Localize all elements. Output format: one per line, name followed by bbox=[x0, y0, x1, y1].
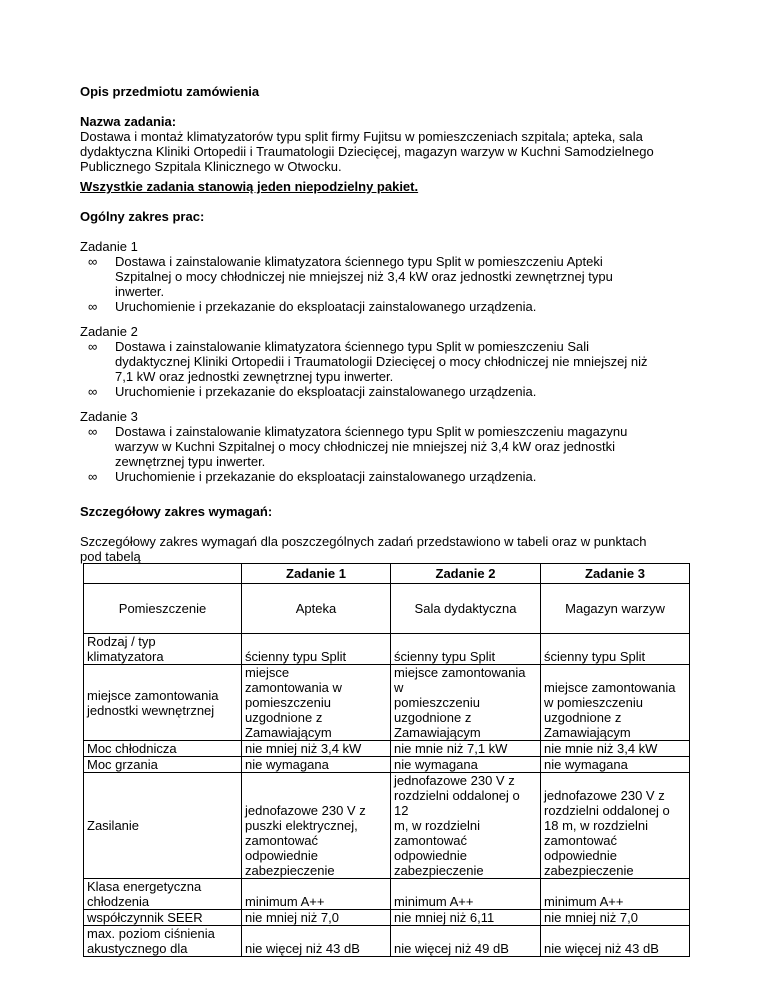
task-bullet-text: Uruchomienie i przekazanie do eksploatacji zainstalowanego urządzenia. bbox=[115, 299, 537, 314]
detail-heading: Szczegółowy zakres wymagań: bbox=[80, 504, 273, 519]
task-name-label: Nazwa zadania: bbox=[80, 114, 177, 129]
table-cell: nie mnie niż 7,1 kW bbox=[391, 741, 541, 757]
table-cell: Magazyn warzyw bbox=[541, 584, 690, 634]
package-note: Wszystkie zadania stanowią jeden niepodzielny pakiet. bbox=[80, 179, 419, 194]
task-bullet-text: Uruchomienie i przekazanie do eksploatacji zainstalowanego urządzenia. bbox=[115, 384, 537, 399]
table-header: Zadanie 3 bbox=[541, 564, 690, 584]
table-header-row bbox=[84, 564, 690, 584]
table-header: Zadanie 2 bbox=[391, 564, 541, 584]
table-cell: minimum A++ bbox=[541, 879, 690, 910]
doc-title: Opis przedmiotu zamówienia bbox=[80, 84, 260, 99]
table-row bbox=[84, 757, 690, 773]
table-cell: nie mnie niż 3,4 kW bbox=[541, 741, 690, 757]
task-bullet-text: 7,1 kW oraz jednostki zewnętrznej typu inwerter. bbox=[115, 369, 394, 384]
table-cell: nie więcej niż 43 dB bbox=[242, 926, 391, 957]
table-cell: nie więcej niż 43 dB bbox=[541, 926, 690, 957]
table-cell: nie mniej niż 7,0 bbox=[541, 910, 690, 926]
task-name-line: dydaktyczna Kliniki Ortopedii i Traumatologii Dziecięcej, magazyn warzyw w Kuchni Samodzielnego bbox=[80, 144, 654, 159]
bullet-icon: ∞ bbox=[88, 424, 98, 439]
row-label: Zasilanie bbox=[84, 773, 242, 879]
task-bullet-text: Dostawa i zainstalowanie klimatyzatora ściennego typu Split w pomieszczeniu magazynu bbox=[115, 424, 628, 439]
table-cell: ścienny typu Split bbox=[541, 634, 690, 665]
table-row bbox=[84, 665, 690, 741]
table-cell: nie mniej niż 3,4 kW bbox=[242, 741, 391, 757]
table-cell: minimum A++ bbox=[391, 879, 541, 910]
table-cell: jednofazowe 230 V z puszki elektrycznej, zamontować odpowiednie zabezpieczenie bbox=[242, 773, 391, 879]
bullet-icon: ∞ bbox=[88, 384, 98, 399]
table-cell: nie wymagana bbox=[391, 757, 541, 773]
table-cell: jednofazowe 230 V z rozdzielni oddalonej o 18 m, w rozdzielni zamontować odpowiednie zabezpieczenie bbox=[541, 773, 690, 879]
task-bullet-text: Dostawa i zainstalowanie klimatyzatora ściennego typu Split w pomieszczeniu Sali bbox=[115, 339, 590, 354]
task-label: Zadanie 3 bbox=[80, 409, 138, 424]
table-row bbox=[84, 926, 690, 957]
table-header bbox=[84, 564, 242, 584]
row-label: współczynnik SEER bbox=[84, 910, 242, 926]
table-cell: nie wymagana bbox=[242, 757, 391, 773]
bullet-icon: ∞ bbox=[88, 254, 98, 269]
bullet-icon: ∞ bbox=[88, 339, 98, 354]
table-row bbox=[84, 584, 690, 634]
table-cell: minimum A++ bbox=[242, 879, 391, 910]
table-row bbox=[84, 879, 690, 910]
row-label: Moc grzania bbox=[84, 757, 242, 773]
detail-intro: pod tabelą bbox=[80, 549, 141, 564]
table-header: Zadanie 1 bbox=[242, 564, 391, 584]
table-cell: miejsce zamontowania w pomieszczeniu uzgodnione z Zamawiającym bbox=[242, 665, 391, 741]
table-cell: nie więcej niż 49 dB bbox=[391, 926, 541, 957]
table-cell: ścienny typu Split bbox=[391, 634, 541, 665]
table-row bbox=[84, 741, 690, 757]
table-row bbox=[84, 773, 690, 879]
bullet-icon: ∞ bbox=[88, 469, 98, 484]
task-name-line: Dostawa i montaż klimatyzatorów typu split firmy Fujitsu w pomieszczeniach szpitala; apteka, sala bbox=[80, 129, 643, 144]
task-bullet-text: Dostawa i zainstalowanie klimatyzatora ściennego typu Split w pomieszczeniu Apteki bbox=[115, 254, 603, 269]
row-label: Pomieszczenie bbox=[84, 584, 242, 634]
row-label: max. poziom ciśnienia akustycznego dla bbox=[84, 926, 242, 957]
table-cell: miejsce zamontowania w pomieszczeniu uzgodnione z Zamawiającym bbox=[391, 665, 541, 741]
table-cell: nie mniej niż 6,11 bbox=[391, 910, 541, 926]
table-row bbox=[84, 634, 690, 665]
table-cell: Sala dydaktyczna bbox=[391, 584, 541, 634]
requirements-table bbox=[83, 563, 690, 957]
general-scope-heading: Ogólny zakres prac: bbox=[80, 209, 205, 224]
task-bullet-text: zewnętrznej typu inwerter. bbox=[115, 454, 266, 469]
task-label: Zadanie 2 bbox=[80, 324, 138, 339]
table-cell: Apteka bbox=[242, 584, 391, 634]
task-bullet-text: dydaktycznej Kliniki Ortopedii i Traumatologii Dziecięcej o mocy chłodniczej nie mniejszej niż bbox=[115, 354, 648, 369]
row-label: Moc chłodnicza bbox=[84, 741, 242, 757]
detail-intro: Szczegółowy zakres wymagań dla poszczególnych zadań przedstawiono w tabeli oraz w punktach bbox=[80, 534, 647, 549]
task-bullet-text: Uruchomienie i przekazanie do eksploatacji zainstalowanego urządzenia. bbox=[115, 469, 537, 484]
task-bullet-text: warzyw w Kuchni Szpitalnej o mocy chłodniczej nie mniejszej niż 3,4 kW oraz jednostki bbox=[115, 439, 615, 454]
table-cell: jednofazowe 230 V z rozdzielni oddalonej o 12 m, w rozdzielni zamontować odpowiednie zabezpieczenie bbox=[391, 773, 541, 879]
table-cell: nie mniej niż 7,0 bbox=[242, 910, 391, 926]
row-label: Rodzaj / typ klimatyzatora bbox=[84, 634, 242, 665]
row-label: Klasa energetyczna chłodzenia bbox=[84, 879, 242, 910]
task-name-line: Publicznego Szpitala Klinicznego w Otwocku. bbox=[80, 159, 342, 174]
table-cell: ścienny typu Split bbox=[242, 634, 391, 665]
task-label: Zadanie 1 bbox=[80, 239, 138, 254]
bullet-icon: ∞ bbox=[88, 299, 98, 314]
table-row bbox=[84, 910, 690, 926]
task-bullet-text: Szpitalnej o mocy chłodniczej nie mniejszej niż 3,4 kW oraz jednostki zewnętrznej typu bbox=[115, 269, 613, 284]
table-cell: miejsce zamontowania w pomieszczeniu uzgodnione z Zamawiającym bbox=[541, 665, 690, 741]
row-label: miejsce zamontowania jednostki wewnętrznej bbox=[84, 665, 242, 741]
task-bullet-text: inwerter. bbox=[115, 284, 165, 299]
table-cell: nie wymagana bbox=[541, 757, 690, 773]
